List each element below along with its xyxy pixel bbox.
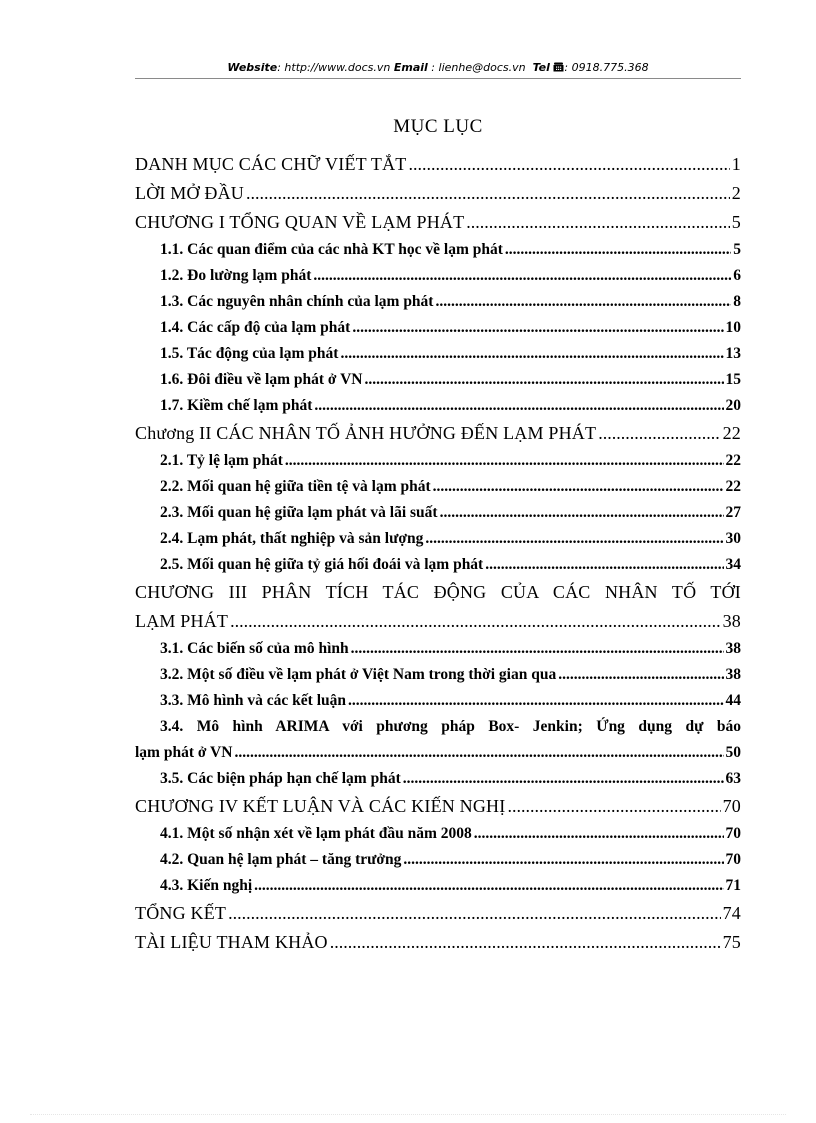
toc-entry-label: 1.1. Các quan điểm của các nhà KT học về lạm phát bbox=[160, 241, 503, 258]
leader-dots bbox=[230, 607, 720, 636]
toc-entry-label: 2.1. Tỷ lệ lạm phát bbox=[160, 452, 283, 469]
toc-entry-page: 38 bbox=[725, 666, 741, 683]
tel-label: Tel bbox=[532, 61, 550, 74]
toc-entry[interactable] bbox=[135, 448, 741, 474]
leader-dots bbox=[425, 526, 723, 552]
toc-entry-multiline[interactable] bbox=[135, 578, 741, 636]
email-value: : lienhe@docs.vn bbox=[427, 61, 526, 74]
toc-entry-page: 63 bbox=[725, 770, 741, 787]
toc-entry[interactable] bbox=[135, 821, 741, 847]
toc-entry[interactable] bbox=[135, 367, 741, 393]
toc-entry-page: 34 bbox=[725, 556, 741, 573]
leader-dots bbox=[365, 367, 724, 393]
toc-entry-label: 1.2. Đo lường lạm phát bbox=[160, 267, 312, 284]
toc-entry[interactable] bbox=[135, 419, 741, 448]
email-label: Email bbox=[393, 61, 428, 74]
leader-dots bbox=[314, 393, 723, 419]
toc-entry-label-line1: CHƯƠNG III PHÂN TÍCH TÁC ĐỘNG CỦA CÁC NHÂN TỐ TỚI bbox=[135, 582, 741, 602]
toc-entry[interactable] bbox=[135, 179, 741, 208]
toc-entry-label: CHƯƠNG IV KẾT LUẬN VÀ CÁC KIẾN NGHỊ bbox=[135, 796, 506, 816]
phone-icon bbox=[553, 61, 564, 74]
toc-entry-page: 70 bbox=[725, 825, 741, 842]
toc-entry-label: LẠM PHÁT bbox=[135, 611, 229, 631]
toc-entry-label: DANH MỤC CÁC CHỮ VIẾT TẮT bbox=[135, 154, 407, 174]
toc-entry-page: 22 bbox=[725, 478, 741, 495]
leader-dots bbox=[485, 552, 723, 578]
toc-entry-label: Chương II CÁC NHÂN TỐ ẢNH HƯỞNG ĐẾN LẠM PHÁT bbox=[135, 423, 597, 443]
toc-entry-page: 30 bbox=[725, 530, 741, 547]
tel-value: : 0918.775.368 bbox=[564, 61, 649, 74]
toc-entry[interactable] bbox=[135, 636, 741, 662]
toc-entry-page: 13 bbox=[725, 345, 741, 362]
toc-entry[interactable] bbox=[135, 873, 741, 899]
toc-entry-page: 2 bbox=[731, 183, 741, 203]
toc-entry-page: 6 bbox=[733, 267, 741, 284]
toc-entry[interactable] bbox=[135, 899, 741, 928]
leader-dots bbox=[435, 289, 731, 315]
leader-dots bbox=[466, 208, 730, 237]
leader-dots bbox=[348, 688, 723, 714]
toc-entry-page: 71 bbox=[725, 877, 741, 894]
toc-entry-label: 4.3. Kiến nghị bbox=[160, 877, 253, 894]
leader-dots bbox=[352, 315, 723, 341]
toc-entry-label: 4.2. Quan hệ lạm phát – tăng trưởng bbox=[160, 851, 402, 868]
toc-entry[interactable] bbox=[135, 766, 741, 792]
leader-dots bbox=[474, 821, 724, 847]
toc-entry[interactable] bbox=[135, 150, 741, 179]
leader-dots bbox=[285, 448, 724, 474]
leader-dots bbox=[403, 847, 723, 873]
leader-dots bbox=[598, 419, 720, 448]
website-value: : http://www.docs.vn bbox=[277, 61, 391, 74]
toc-entry[interactable] bbox=[135, 393, 741, 419]
toc-entry-label: LỜI MỞ ĐẦU bbox=[135, 183, 244, 203]
toc-entry-page: 44 bbox=[725, 692, 741, 709]
leader-dots bbox=[507, 792, 720, 821]
toc-entry[interactable] bbox=[135, 526, 741, 552]
leader-dots bbox=[228, 899, 721, 928]
leader-dots bbox=[505, 237, 731, 263]
toc-entry[interactable] bbox=[135, 847, 741, 873]
toc-entry-page: 70 bbox=[722, 796, 741, 816]
toc-entry-label: TÀI LIỆU THAM KHẢO bbox=[135, 932, 328, 952]
toc-entry[interactable] bbox=[135, 792, 741, 821]
leader-dots bbox=[340, 341, 723, 367]
toc-entry-label: 1.6. Đôi điều về lạm phát ở VN bbox=[160, 371, 363, 388]
toc-entry-page: 27 bbox=[725, 504, 741, 521]
toc-entry-page: 22 bbox=[725, 452, 741, 469]
toc-entry-page: 20 bbox=[725, 397, 741, 414]
toc-entry-label: 1.7. Kiềm chế lạm phát bbox=[160, 397, 313, 414]
toc-entry-label: 2.5. Mối quan hệ giữa tỷ giá hối đoái và lạm phát bbox=[160, 556, 484, 573]
toc-entry-multiline[interactable] bbox=[135, 714, 741, 766]
header-rule bbox=[135, 78, 741, 79]
leader-dots bbox=[254, 873, 723, 899]
toc-entry[interactable] bbox=[135, 688, 741, 714]
toc-entry-label: 3.1. Các biến số của mô hình bbox=[160, 640, 349, 657]
toc-entry-page: 10 bbox=[725, 319, 741, 336]
leader-dots bbox=[433, 474, 724, 500]
toc-entry-label: 3.5. Các biện pháp hạn chế lạm phát bbox=[160, 770, 401, 787]
toc-entry[interactable] bbox=[135, 208, 741, 237]
toc-entry-page: 38 bbox=[722, 611, 741, 631]
toc-entry-page: 70 bbox=[725, 851, 741, 868]
toc-entry-page: 38 bbox=[725, 640, 741, 657]
page-header bbox=[135, 60, 741, 76]
toc-entry-label: 2.3. Mối quan hệ giữa lạm phát và lãi suất bbox=[160, 504, 438, 521]
toc-entry bbox=[135, 607, 741, 636]
leader-dots bbox=[403, 766, 724, 792]
toc-entry-label: 2.2. Mối quan hệ giữa tiền tệ và lạm phát bbox=[160, 478, 431, 495]
leader-dots bbox=[234, 740, 723, 766]
toc-entry[interactable] bbox=[135, 928, 741, 957]
toc-entry[interactable] bbox=[135, 500, 741, 526]
toc-title: MỤC LỤC bbox=[393, 116, 483, 137]
toc-entry-label: 1.4. Các cấp độ của lạm phát bbox=[160, 319, 351, 336]
toc-entry-page: 75 bbox=[722, 932, 741, 952]
toc-entry-label: 3.2. Một số điều về lạm phát ở Việt Nam trong thời gian qua bbox=[160, 666, 557, 683]
toc-entry[interactable] bbox=[135, 315, 741, 341]
leader-dots bbox=[440, 500, 724, 526]
leader-dots bbox=[558, 662, 723, 688]
table-of-contents bbox=[135, 150, 741, 957]
toc-entry-page: 8 bbox=[733, 293, 741, 310]
toc-entry-page: 22 bbox=[722, 423, 741, 443]
toc-entry-page: 5 bbox=[733, 241, 741, 258]
toc-entry bbox=[135, 740, 741, 766]
toc-entry-label: 1.5. Tác động của lạm phát bbox=[160, 345, 339, 362]
toc-entry[interactable] bbox=[135, 552, 741, 578]
toc-entry[interactable] bbox=[135, 289, 741, 315]
toc-entry-label: 3.3. Mô hình và các kết luận bbox=[160, 692, 347, 709]
leader-dots bbox=[246, 179, 730, 208]
toc-entry-page: 1 bbox=[731, 154, 741, 174]
toc-entry[interactable] bbox=[135, 263, 741, 289]
toc-entry-label-line1: 3.4. Mô hình ARIMA với phương pháp Box- Jenkin; Ứng dụng dự báo bbox=[160, 718, 741, 735]
website-label: Website bbox=[227, 61, 278, 74]
toc-entry-page: 74 bbox=[722, 903, 741, 923]
leader-dots bbox=[351, 636, 724, 662]
toc-entry-label: CHƯƠNG I TỔNG QUAN VỀ LẠM PHÁT bbox=[135, 212, 465, 232]
toc-entry-label: 1.3. Các nguyên nhân chính của lạm phát bbox=[160, 293, 434, 310]
toc-entry-label: TỔNG KẾT bbox=[135, 903, 227, 923]
toc-entry[interactable] bbox=[135, 662, 741, 688]
toc-entry[interactable] bbox=[135, 474, 741, 500]
toc-entry-label: lạm phát ở VN bbox=[135, 744, 233, 761]
toc-entry[interactable] bbox=[135, 237, 741, 263]
toc-entry-page: 5 bbox=[731, 212, 741, 232]
toc-entry-label: 2.4. Lạm phát, thất nghiệp và sản lượng bbox=[160, 530, 424, 547]
leader-dots bbox=[408, 150, 729, 179]
leader-dots bbox=[313, 263, 731, 289]
toc-entry-page: 15 bbox=[725, 371, 741, 388]
footer-rule bbox=[30, 1114, 786, 1115]
toc-entry[interactable] bbox=[135, 341, 741, 367]
toc-entry-label: 4.1. Một số nhận xét về lạm phát đầu năm 2008 bbox=[160, 825, 472, 842]
leader-dots bbox=[330, 928, 721, 957]
toc-entry-page: 50 bbox=[725, 744, 741, 761]
